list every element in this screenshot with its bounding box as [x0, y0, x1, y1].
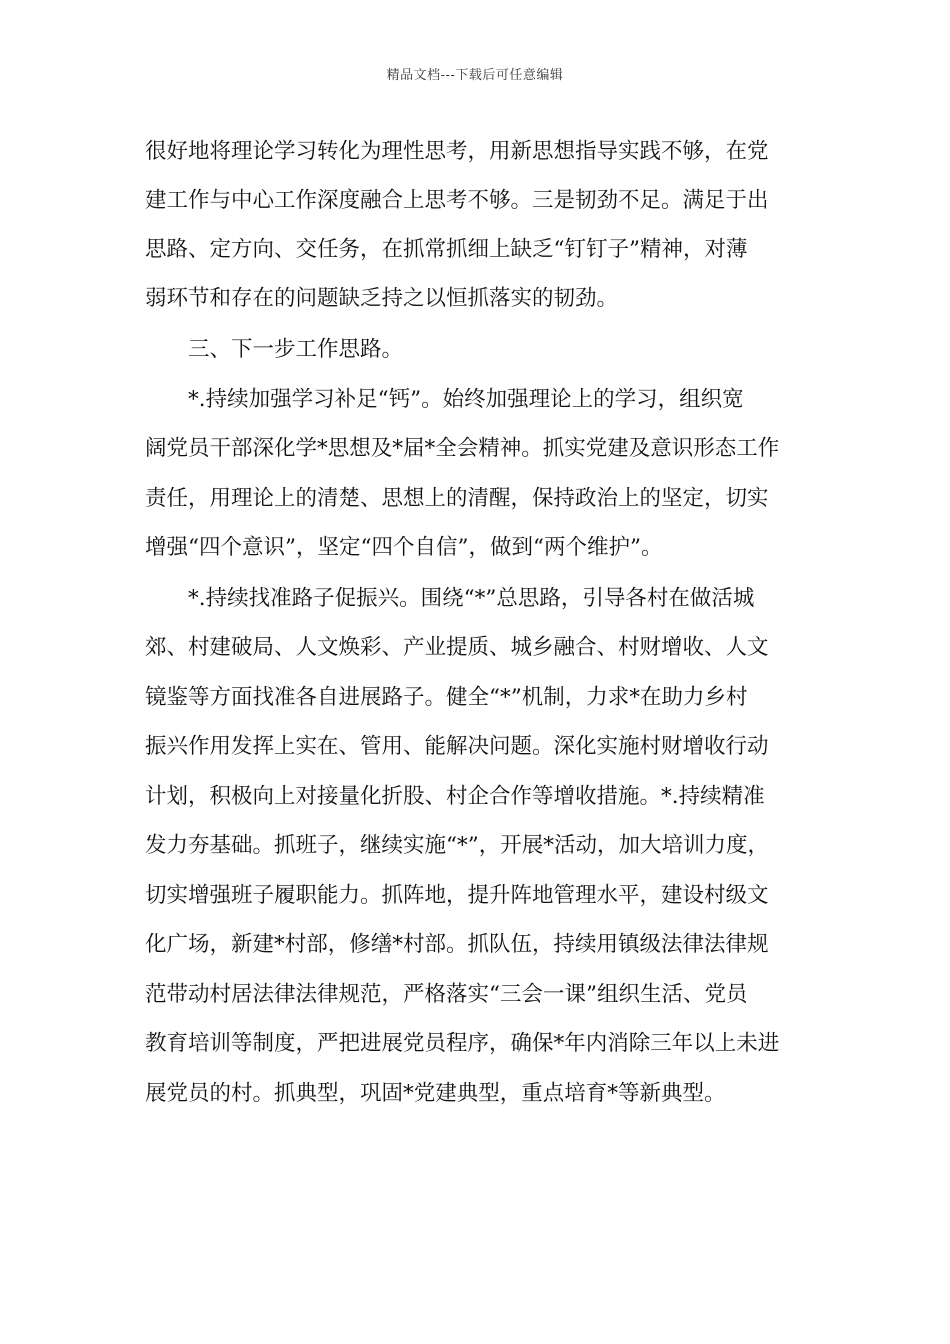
text-line: 切实增强班子履职能力。抓阵地，提升阵地管理水平，建设村级文 — [145, 883, 769, 908]
page-header: 精品文档---下载后可任意编辑 — [386, 68, 564, 83]
text-line: 阔党员干部深化学*思想及*届*全会精神。抓实党建及意识形态工作 — [145, 436, 780, 461]
text-line: *.持续找准路子促振兴。围绕“*”总思路，引导各村在做活城 — [188, 586, 755, 611]
text-line: 镜鉴等方面找准各自进展路子。健全“*”机制，力求*在助力乡村 — [145, 685, 748, 710]
text-line: 发力夯基础。抓班子，继续实施“*”，开展*活动，加大培训力度， — [145, 833, 769, 858]
section-heading: 三、下一步工作思路。 — [188, 337, 404, 362]
text-line: 振兴作用发挥上实在、管用、能解决问题。深化实施村财增收行动 — [145, 734, 769, 759]
text-line: 弱环节和存在的问题缺乏持之以恒抓落实的韧劲。 — [145, 286, 619, 311]
text-line: 思路、定方向、交任务，在抓常抓细上缺乏“钉钉子”精神，对薄 — [145, 237, 748, 262]
text-line: 郊、村建破局、人文焕彩、产业提质、城乡融合、村财增收、人文 — [145, 635, 769, 660]
text-line: 化广场，新建*村部，修缮*村部。抓队伍，持续用镇级法律法律规 — [145, 932, 769, 957]
text-line: *.持续加强学习补足“钙”。始终加强理论上的学习，组织宽 — [188, 387, 744, 412]
text-line: 很好地将理论学习转化为理性思考，用新思想指导实践不够，在党 — [145, 139, 769, 164]
text-line: 教育培训等制度，严把进展党员程序，确保*年内消除三年以上未进 — [145, 1031, 780, 1056]
text-line: 计划，积极向上对接量化折股、村企合作等增收措施。*.持续精准 — [145, 784, 765, 809]
text-line: 展党员的村。抓典型，巩固*党建典型，重点培育*等新典型。 — [145, 1081, 726, 1106]
text-line: 责任，用理论上的清楚、思想上的清醒，保持政治上的坚定，切实 — [145, 486, 769, 511]
text-line: 增强“四个意识”，坚定“四个自信”，做到“两个维护”。 — [145, 535, 663, 560]
text-line: 范带动村居法律法律规范，严格落实“三会一课”组织生活、党员 — [145, 982, 748, 1007]
text-line: 建工作与中心工作深度融合上思考不够。三是韧劲不足。满足于出 — [145, 188, 769, 213]
